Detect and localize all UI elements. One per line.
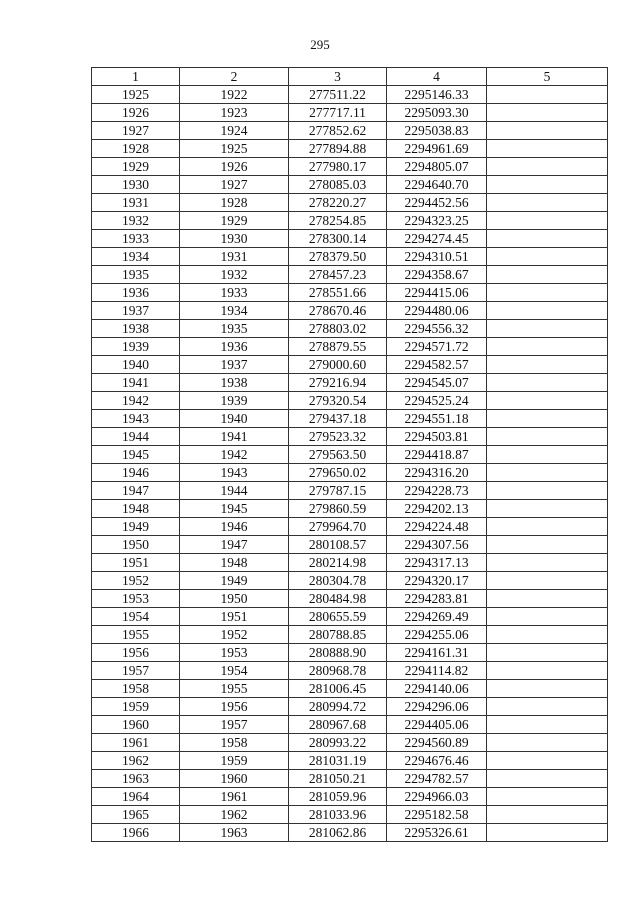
table-cell-col-1: 1938 [92, 320, 180, 338]
table-cell-col-3: 279320.54 [289, 392, 387, 410]
table-cell-col-5 [487, 392, 608, 410]
table-cell-col-5 [487, 824, 608, 842]
table-cell-col-2: 1922 [180, 86, 289, 104]
table-cell-col-3: 280655.59 [289, 608, 387, 626]
table-cell-col-1: 1958 [92, 680, 180, 698]
table-cell-col-5 [487, 212, 608, 230]
table-cell-col-5 [487, 608, 608, 626]
table-row [92, 212, 608, 230]
table-cell-col-1: 1951 [92, 554, 180, 572]
table-cell-col-4: 2294525.24 [387, 392, 487, 410]
table-row [92, 824, 608, 842]
table-row [92, 140, 608, 158]
column-header-1: 1 [92, 68, 180, 86]
table-cell-col-3: 281050.21 [289, 770, 387, 788]
table-cell-col-1: 1946 [92, 464, 180, 482]
table-cell-col-2: 1928 [180, 194, 289, 212]
table-row [92, 356, 608, 374]
table-cell-col-2: 1939 [180, 392, 289, 410]
table-cell-col-5 [487, 194, 608, 212]
table-cell-col-1: 1953 [92, 590, 180, 608]
table-cell-col-1: 1937 [92, 302, 180, 320]
table-row [92, 788, 608, 806]
table-cell-col-4: 2294255.06 [387, 626, 487, 644]
table-cell-col-4: 2294140.06 [387, 680, 487, 698]
table-row [92, 662, 608, 680]
table-cell-col-3: 279523.32 [289, 428, 387, 446]
table-cell-col-4: 2294296.06 [387, 698, 487, 716]
table-cell-col-5 [487, 806, 608, 824]
table-cell-col-4: 2295326.61 [387, 824, 487, 842]
table-cell-col-5 [487, 320, 608, 338]
table-cell-col-3: 278254.85 [289, 212, 387, 230]
table-cell-col-5 [487, 338, 608, 356]
table-row [92, 374, 608, 392]
table-cell-col-4: 2294556.32 [387, 320, 487, 338]
table-cell-col-3: 280968.78 [289, 662, 387, 680]
table-cell-col-3: 278085.03 [289, 176, 387, 194]
table-cell-col-4: 2294283.81 [387, 590, 487, 608]
table-cell-col-2: 1945 [180, 500, 289, 518]
table-row [92, 176, 608, 194]
table-cell-col-1: 1963 [92, 770, 180, 788]
table-cell-col-4: 2294316.20 [387, 464, 487, 482]
table-cell-col-3: 277852.62 [289, 122, 387, 140]
table-cell-col-2: 1937 [180, 356, 289, 374]
table-cell-col-1: 1947 [92, 482, 180, 500]
table-cell-col-3: 280214.98 [289, 554, 387, 572]
table-cell-col-3: 277717.11 [289, 104, 387, 122]
table-cell-col-5 [487, 446, 608, 464]
table-cell-col-1: 1945 [92, 446, 180, 464]
table-cell-col-5 [487, 374, 608, 392]
table-cell-col-5 [487, 734, 608, 752]
table-cell-col-2: 1959 [180, 752, 289, 770]
table-row [92, 446, 608, 464]
table-cell-col-2: 1956 [180, 698, 289, 716]
table-cell-col-4: 2294358.67 [387, 266, 487, 284]
table-cell-col-5 [487, 626, 608, 644]
table-cell-col-2: 1949 [180, 572, 289, 590]
table-cell-col-5 [487, 140, 608, 158]
table-cell-col-5 [487, 428, 608, 446]
table-cell-col-3: 279000.60 [289, 356, 387, 374]
table-cell-col-3: 277511.22 [289, 86, 387, 104]
table-cell-col-1: 1935 [92, 266, 180, 284]
table-row [92, 158, 608, 176]
table-cell-col-1: 1960 [92, 716, 180, 734]
table-cell-col-3: 280484.98 [289, 590, 387, 608]
page-number: 295 [310, 37, 330, 52]
table-cell-col-2: 1951 [180, 608, 289, 626]
table-row [92, 266, 608, 284]
table-cell-col-1: 1956 [92, 644, 180, 662]
table-row [92, 86, 608, 104]
table-cell-col-3: 280967.68 [289, 716, 387, 734]
table-cell-col-3: 278220.27 [289, 194, 387, 212]
table-cell-col-1: 1940 [92, 356, 180, 374]
table-cell-col-1: 1931 [92, 194, 180, 212]
table-cell-col-1: 1952 [92, 572, 180, 590]
table-row [92, 320, 608, 338]
table-cell-col-2: 1941 [180, 428, 289, 446]
table-row [92, 482, 608, 500]
table-cell-col-1: 1944 [92, 428, 180, 446]
table-cell-col-1: 1954 [92, 608, 180, 626]
table-cell-col-3: 278379.50 [289, 248, 387, 266]
table-cell-col-2: 1952 [180, 626, 289, 644]
table-cell-col-5 [487, 590, 608, 608]
table-cell-col-3: 278803.02 [289, 320, 387, 338]
table-cell-col-2: 1942 [180, 446, 289, 464]
table-cell-col-2: 1955 [180, 680, 289, 698]
table-cell-col-5 [487, 248, 608, 266]
table-cell-col-4: 2295182.58 [387, 806, 487, 824]
table-cell-col-4: 2294415.06 [387, 284, 487, 302]
table-cell-col-2: 1923 [180, 104, 289, 122]
table-cell-col-3: 281033.96 [289, 806, 387, 824]
table-cell-col-1: 1936 [92, 284, 180, 302]
table-cell-col-2: 1932 [180, 266, 289, 284]
table-cell-col-5 [487, 482, 608, 500]
table-cell-col-2: 1931 [180, 248, 289, 266]
table-cell-col-4: 2294782.57 [387, 770, 487, 788]
table-cell-col-3: 279860.59 [289, 500, 387, 518]
table-cell-col-2: 1947 [180, 536, 289, 554]
table-cell-col-1: 1942 [92, 392, 180, 410]
table-row [92, 104, 608, 122]
table-cell-col-1: 1957 [92, 662, 180, 680]
table-row [92, 626, 608, 644]
table-cell-col-4: 2294545.07 [387, 374, 487, 392]
table-cell-col-4: 2294480.06 [387, 302, 487, 320]
table-cell-col-1: 1941 [92, 374, 180, 392]
table-header-row [92, 68, 608, 86]
table-cell-col-2: 1924 [180, 122, 289, 140]
table-cell-col-4: 2294966.03 [387, 788, 487, 806]
table-cell-col-2: 1960 [180, 770, 289, 788]
table-cell-col-4: 2294269.49 [387, 608, 487, 626]
table-row [92, 410, 608, 428]
table-cell-col-1: 1962 [92, 752, 180, 770]
table-cell-col-1: 1934 [92, 248, 180, 266]
table-cell-col-3: 279964.70 [289, 518, 387, 536]
column-header-5: 5 [487, 68, 608, 86]
table-cell-col-2: 1958 [180, 734, 289, 752]
table-cell-col-2: 1934 [180, 302, 289, 320]
table-cell-col-5 [487, 518, 608, 536]
table-cell-col-3: 280994.72 [289, 698, 387, 716]
table-cell-col-3: 280304.78 [289, 572, 387, 590]
column-header-4: 4 [387, 68, 487, 86]
table-cell-col-4: 2294418.87 [387, 446, 487, 464]
table-cell-col-2: 1927 [180, 176, 289, 194]
table-row [92, 284, 608, 302]
table-cell-col-5 [487, 104, 608, 122]
table-cell-col-3: 281006.45 [289, 680, 387, 698]
table-cell-col-3: 280108.57 [289, 536, 387, 554]
table-row [92, 716, 608, 734]
table-cell-col-5 [487, 302, 608, 320]
table-cell-col-1: 1961 [92, 734, 180, 752]
table-cell-col-4: 2294228.73 [387, 482, 487, 500]
table-cell-col-5 [487, 158, 608, 176]
column-header-2: 2 [180, 68, 289, 86]
table-cell-col-4: 2294961.69 [387, 140, 487, 158]
table-cell-col-3: 279563.50 [289, 446, 387, 464]
table-row [92, 698, 608, 716]
table-cell-col-1: 1948 [92, 500, 180, 518]
table-cell-col-5 [487, 86, 608, 104]
table-row [92, 302, 608, 320]
table-cell-col-1: 1933 [92, 230, 180, 248]
table-cell-col-5 [487, 410, 608, 428]
table-cell-col-4: 2294676.46 [387, 752, 487, 770]
table-row [92, 554, 608, 572]
table-row [92, 518, 608, 536]
table-cell-col-5 [487, 716, 608, 734]
table-cell-col-3: 278879.55 [289, 338, 387, 356]
table-row [92, 770, 608, 788]
table-cell-col-4: 2294582.57 [387, 356, 487, 374]
table-row [92, 680, 608, 698]
table-cell-col-2: 1954 [180, 662, 289, 680]
table-cell-col-3: 279437.18 [289, 410, 387, 428]
table-cell-col-2: 1957 [180, 716, 289, 734]
table-cell-col-2: 1930 [180, 230, 289, 248]
table-row [92, 428, 608, 446]
table-row [92, 608, 608, 626]
table-row [92, 338, 608, 356]
table-cell-col-4: 2295093.30 [387, 104, 487, 122]
table-cell-col-2: 1943 [180, 464, 289, 482]
table-cell-col-4: 2294224.48 [387, 518, 487, 536]
table-cell-col-4: 2294503.81 [387, 428, 487, 446]
table-cell-col-5 [487, 284, 608, 302]
table-cell-col-2: 1946 [180, 518, 289, 536]
table-body [92, 86, 608, 842]
table-cell-col-4: 2294551.18 [387, 410, 487, 428]
table-cell-col-5 [487, 662, 608, 680]
table-cell-col-4: 2294805.07 [387, 158, 487, 176]
table-cell-col-5 [487, 464, 608, 482]
table-cell-col-1: 1959 [92, 698, 180, 716]
table-cell-col-5 [487, 572, 608, 590]
table-cell-col-3: 278457.23 [289, 266, 387, 284]
table-cell-col-5 [487, 266, 608, 284]
table-cell-col-3: 281031.19 [289, 752, 387, 770]
table-cell-col-2: 1925 [180, 140, 289, 158]
table-cell-col-4: 2294307.56 [387, 536, 487, 554]
table-cell-col-3: 280888.90 [289, 644, 387, 662]
table-cell-col-3: 277894.88 [289, 140, 387, 158]
table-cell-col-1: 1949 [92, 518, 180, 536]
table-cell-col-2: 1926 [180, 158, 289, 176]
table-cell-col-5 [487, 500, 608, 518]
table-cell-col-2: 1950 [180, 590, 289, 608]
table-row [92, 122, 608, 140]
table-cell-col-3: 279216.94 [289, 374, 387, 392]
table-cell-col-3: 277980.17 [289, 158, 387, 176]
table-cell-col-1: 1927 [92, 122, 180, 140]
table-row [92, 734, 608, 752]
table-cell-col-1: 1965 [92, 806, 180, 824]
table-row [92, 752, 608, 770]
table-cell-col-5 [487, 752, 608, 770]
table-cell-col-2: 1962 [180, 806, 289, 824]
table-cell-col-2: 1948 [180, 554, 289, 572]
table-cell-col-2: 1963 [180, 824, 289, 842]
table-cell-col-1: 1955 [92, 626, 180, 644]
table-row [92, 230, 608, 248]
table-cell-col-2: 1935 [180, 320, 289, 338]
table-cell-col-4: 2295146.33 [387, 86, 487, 104]
table-cell-col-3: 280993.22 [289, 734, 387, 752]
table-cell-col-4: 2294310.51 [387, 248, 487, 266]
table-cell-col-1: 1930 [92, 176, 180, 194]
table-cell-col-4: 2294452.56 [387, 194, 487, 212]
table-cell-col-4: 2294323.25 [387, 212, 487, 230]
table-row [92, 590, 608, 608]
table-cell-col-5 [487, 644, 608, 662]
table-cell-col-4: 2294161.31 [387, 644, 487, 662]
table-cell-col-5 [487, 554, 608, 572]
table-cell-col-3: 278670.46 [289, 302, 387, 320]
table-cell-col-1: 1932 [92, 212, 180, 230]
table-cell-col-4: 2294640.70 [387, 176, 487, 194]
table-row [92, 392, 608, 410]
table-cell-col-4: 2294317.13 [387, 554, 487, 572]
table-cell-col-1: 1939 [92, 338, 180, 356]
table-cell-col-4: 2294571.72 [387, 338, 487, 356]
table-cell-col-1: 1929 [92, 158, 180, 176]
table-cell-col-5 [487, 176, 608, 194]
table-cell-col-5 [487, 680, 608, 698]
table-row [92, 464, 608, 482]
table-cell-col-3: 281062.86 [289, 824, 387, 842]
table-cell-col-4: 2295038.83 [387, 122, 487, 140]
table-cell-col-5 [487, 788, 608, 806]
table-cell-col-2: 1929 [180, 212, 289, 230]
table-cell-col-5 [487, 356, 608, 374]
table-cell-col-1: 1964 [92, 788, 180, 806]
table-cell-col-1: 1950 [92, 536, 180, 554]
table-cell-col-1: 1943 [92, 410, 180, 428]
table-cell-col-5 [487, 698, 608, 716]
table-cell-col-3: 281059.96 [289, 788, 387, 806]
table-cell-col-2: 1961 [180, 788, 289, 806]
column-header-3: 3 [289, 68, 387, 86]
table-row [92, 644, 608, 662]
table-cell-col-3: 278300.14 [289, 230, 387, 248]
table-cell-col-1: 1928 [92, 140, 180, 158]
table-cell-col-5 [487, 122, 608, 140]
table-row [92, 248, 608, 266]
table-row [92, 572, 608, 590]
table-cell-col-5 [487, 770, 608, 788]
table-cell-col-2: 1944 [180, 482, 289, 500]
coordinates-table [91, 67, 608, 842]
table-cell-col-1: 1925 [92, 86, 180, 104]
table-row [92, 194, 608, 212]
table-cell-col-3: 280788.85 [289, 626, 387, 644]
table-cell-col-2: 1953 [180, 644, 289, 662]
table-cell-col-4: 2294405.06 [387, 716, 487, 734]
table-cell-col-4: 2294114.82 [387, 662, 487, 680]
table-cell-col-5 [487, 230, 608, 248]
table-cell-col-3: 279650.02 [289, 464, 387, 482]
table-cell-col-3: 278551.66 [289, 284, 387, 302]
table-cell-col-3: 279787.15 [289, 482, 387, 500]
table-cell-col-4: 2294320.17 [387, 572, 487, 590]
table-cell-col-1: 1966 [92, 824, 180, 842]
table-cell-col-2: 1933 [180, 284, 289, 302]
table-cell-col-4: 2294560.89 [387, 734, 487, 752]
table-cell-col-1: 1926 [92, 104, 180, 122]
table-cell-col-4: 2294202.13 [387, 500, 487, 518]
table-cell-col-2: 1938 [180, 374, 289, 392]
table-row [92, 536, 608, 554]
table-row [92, 806, 608, 824]
table-row [92, 500, 608, 518]
table-cell-col-2: 1936 [180, 338, 289, 356]
table-cell-col-4: 2294274.45 [387, 230, 487, 248]
table-cell-col-2: 1940 [180, 410, 289, 428]
table-cell-col-5 [487, 536, 608, 554]
